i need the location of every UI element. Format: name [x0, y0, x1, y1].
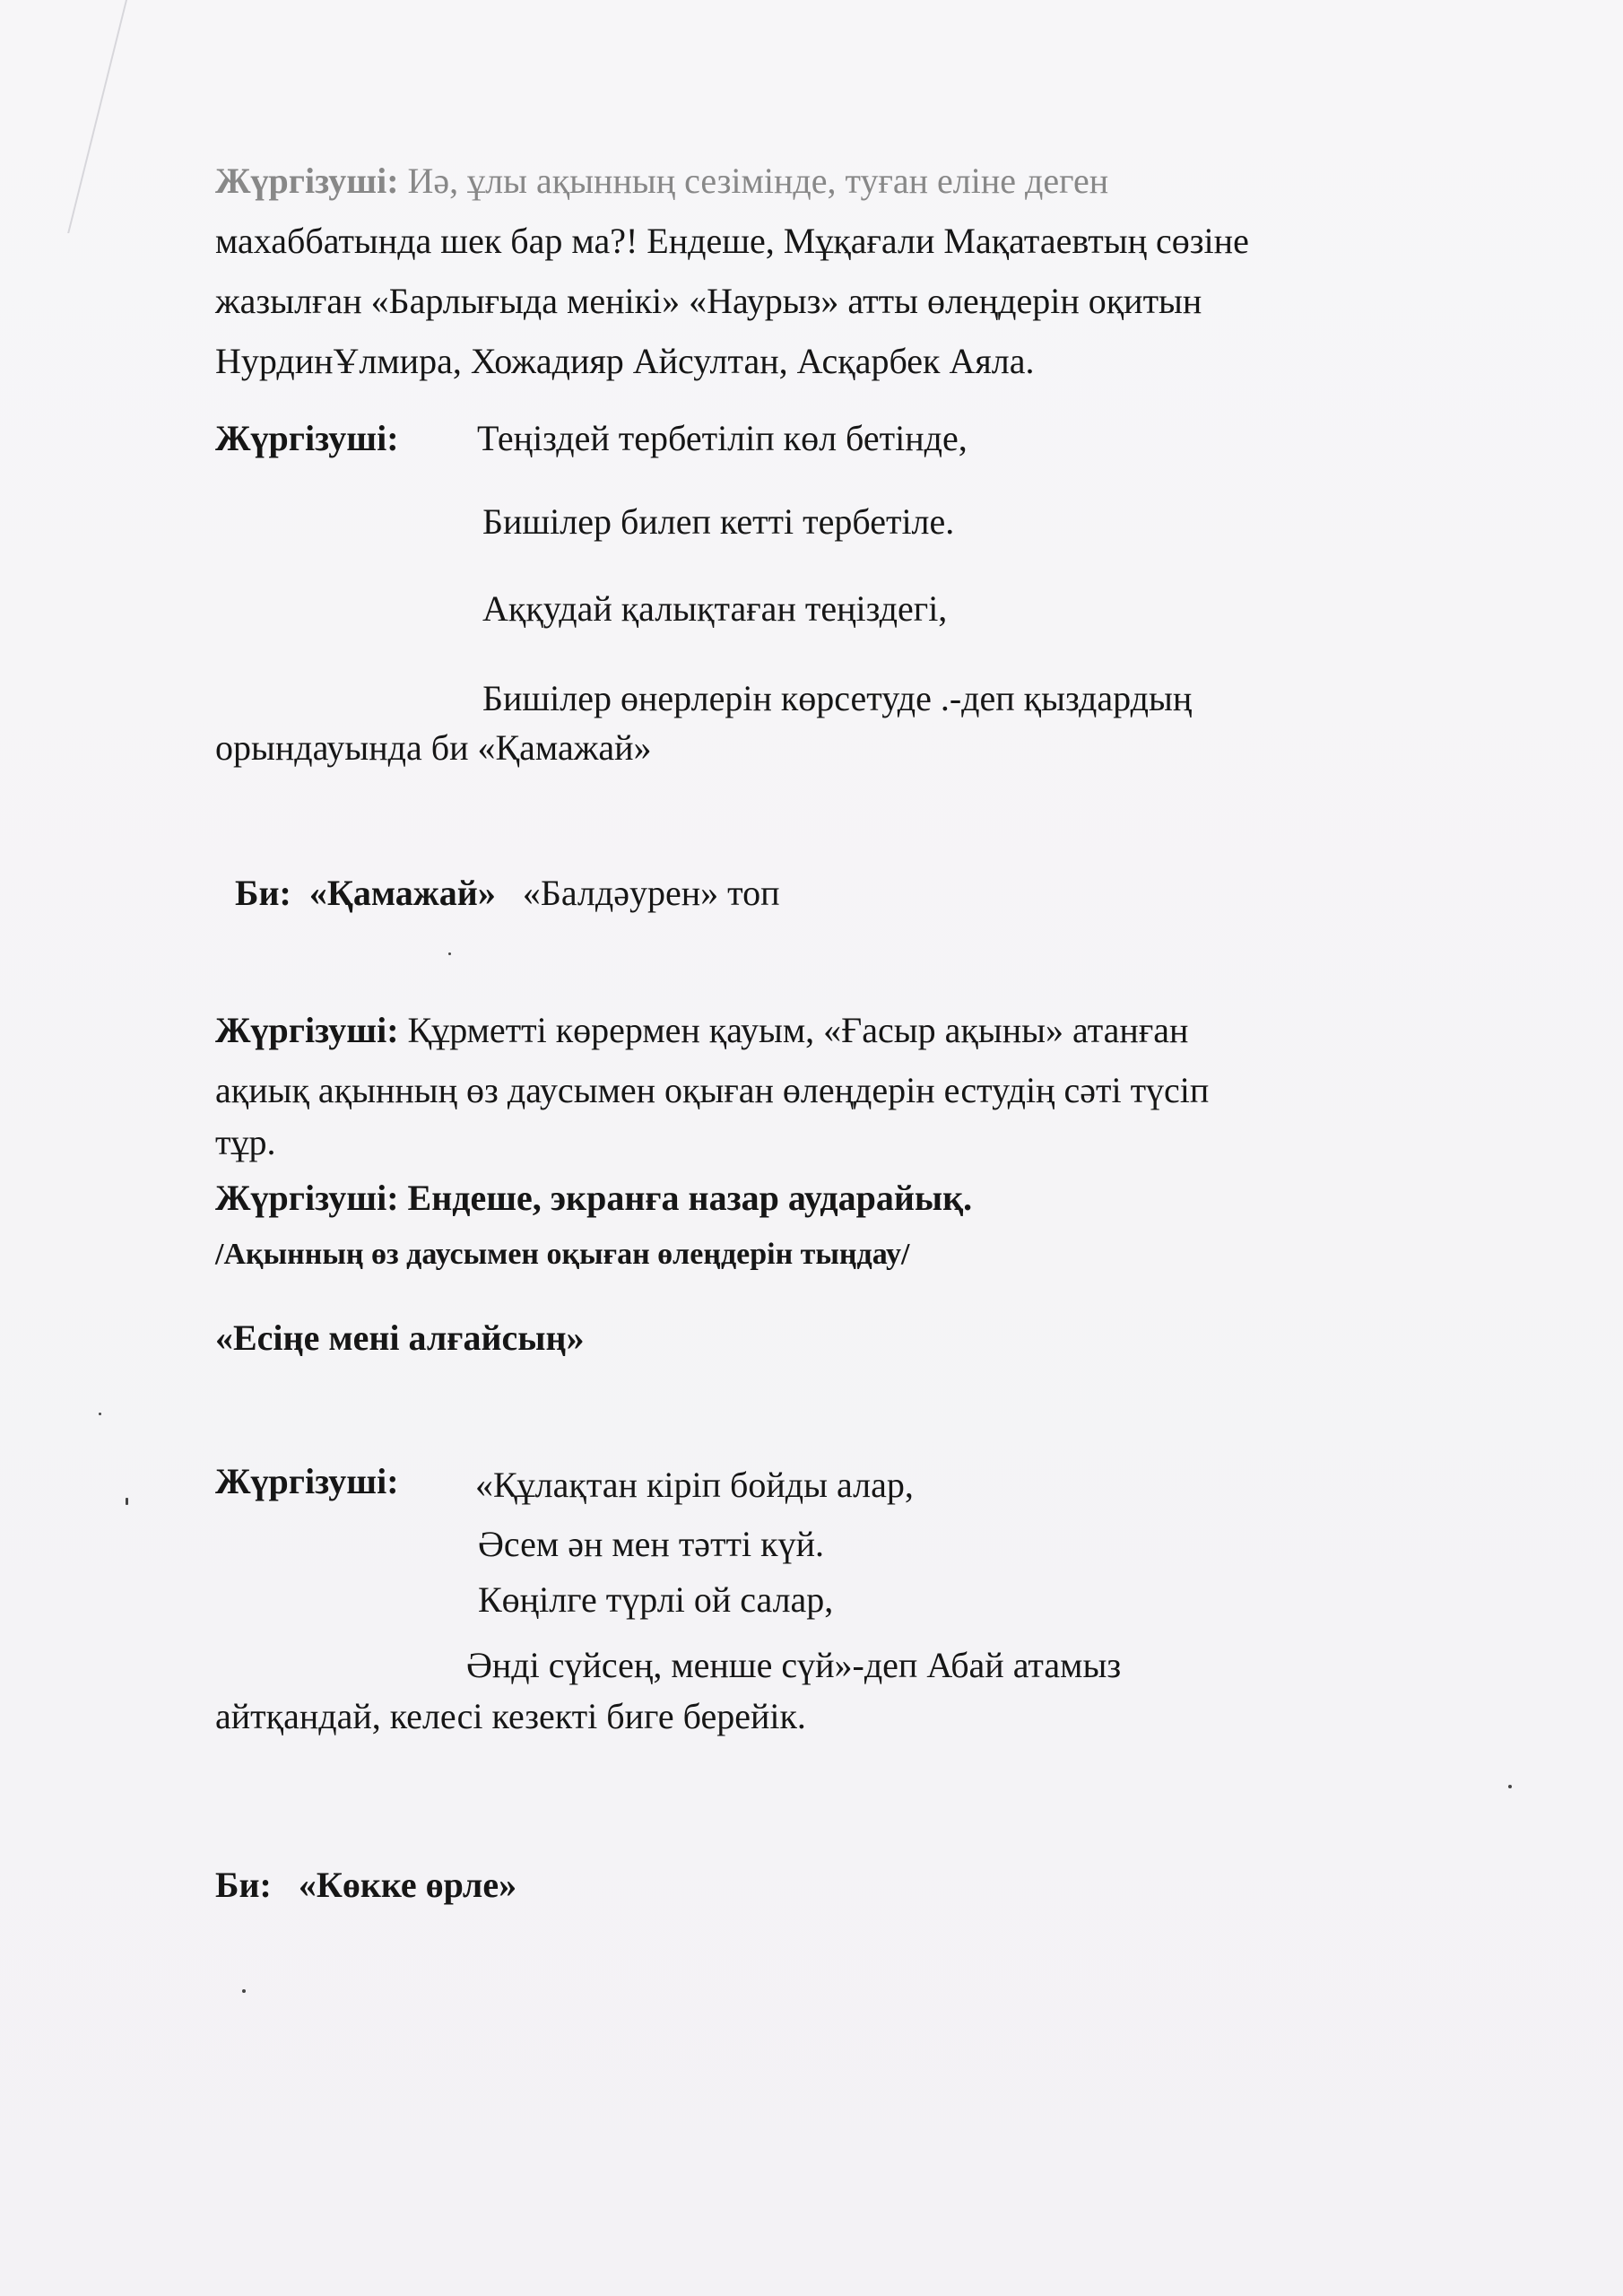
poem-line: Әнді сүйсең, менше сүй»-деп Абай атамыз: [466, 1645, 1122, 1685]
scan-speck: [242, 1989, 246, 1993]
p4-line1: Жүргізуші: Құрметті көрермен қауым, «Ғасыр ақыны» атанған: [215, 1010, 1189, 1050]
dance-label: Би:: [215, 1865, 272, 1905]
dance-title: «Қамажай»: [308, 873, 496, 913]
scan-speck: [99, 1413, 101, 1415]
dance-label: Би:: [235, 873, 291, 913]
speaker-label: Жүргізуші:: [215, 1010, 399, 1050]
p1-line4: НурдинҰлмира, Хожадияр Айсултан, Асқарбек Аяла.: [215, 341, 1035, 381]
dance-line: [235, 872, 780, 914]
poem-line: Бишілер өнерлерін көрсетуде .-деп қыздардың: [482, 678, 1193, 718]
speaker-label: Жүргізуші:: [215, 1461, 399, 1501]
poem-line: «Құлақтан кіріп бойды алар,: [475, 1465, 914, 1505]
p1-line1: Жүргізуші: Иә, ұлы ақынның сезімінде, туған еліне деген: [215, 161, 1109, 201]
poem-line: Әсем ән мен тәтті күй.: [478, 1524, 824, 1564]
dance-title: «Көкке өрле»: [298, 1865, 517, 1905]
poem-line: Аққудай қалықтаған теңіздегі,: [482, 588, 948, 629]
poem-line: Теңіздей тербетіліп көл бетінде,: [477, 418, 968, 458]
speaker-label: Жүргізуші:: [215, 161, 399, 201]
p4-line3: тұр.: [215, 1122, 276, 1162]
p1-line3: жазылған «Барлығыда менікі» «Наурыз» атты өлеңдерін оқитын: [215, 281, 1202, 321]
scan-speck: [1508, 1785, 1512, 1788]
poem-line: Бишілер билеп кетті тербетіле.: [482, 501, 955, 542]
poem-line: Көңілге түрлі ой салар,: [478, 1579, 834, 1620]
speaker-label: Жүргізуші:: [215, 418, 399, 458]
dance-group: «Балдәурен» топ: [522, 873, 780, 913]
poem-line: айтқандай, келесі кезекті биге берейік.: [215, 1696, 806, 1736]
scan-speck: [126, 1498, 128, 1505]
p1-line2: махаббатында шек бар ма?! Ендеше, Мұқағали Мақатаевтың сөзіне: [215, 221, 1249, 261]
page-fold-shadow: [0, 0, 127, 233]
dance-line: [215, 1864, 516, 1906]
p4-line2: ақиық ақынның өз даусымен оқыған өлеңдерін естудің сәті түсіп: [215, 1070, 1210, 1110]
scan-speck: [448, 952, 451, 955]
poem-title: «Есіңе мені алғайсың»: [215, 1318, 585, 1358]
poem-line: орындауында би «Қамажай»: [215, 727, 652, 768]
p4-bold-line: Жүргізуші: Ендеше, экранға назар аударайық.: [215, 1178, 973, 1218]
stage-note: /Ақынның өз даусымен оқыған өлеңдерін тыңдау/: [215, 1238, 910, 1271]
